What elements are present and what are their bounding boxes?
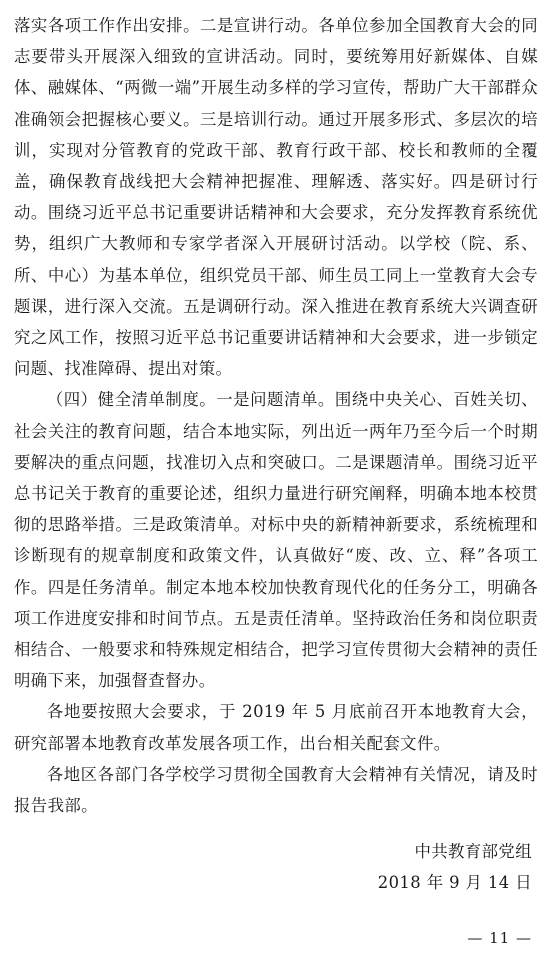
paragraph-report-request: 各地区各部门各学校学习贯彻全国教育大会精神有关情况，请及时报告我部。: [14, 764, 538, 816]
paragraph-checklist-system: （四）健全清单制度。一是问题清单。围绕中央关心、百姓关切、社会关注的教育问题，结合本地实际，列出近一两年乃至今后一个时期要解决的重点问题，找准切入点和突破口。二是课题清单。围绕习近平总书记关于教育的重要论述，组织力量进行研究阐释，明确本地本校贯彻的思路举措。三是政策清单。对标中央的新精神新要求，系统梳理和诊断现有的规章制度和政策文件，认真做好“废、改、立、释”各项工作。四是任务清单。制定本地本校加快教育现代化的任务分工，明确各项工作进度安排和时间节点。五是责任清单。坚持政治任务和岗位职责相结合、一般要求和特殊规定相结合，把学习宣传贯彻大会精神的责任明确下来，加强督查督办。: [14, 390, 538, 691]
paragraph-propaganda-actions: 落实各项工作作出安排。二是宣讲行动。各单位参加全国教育大会的同志要带头开展深入细致的宣讲活动。同时，要统筹用好新媒体、自媒体、融媒体、“两微一端”开展生动多样的学习宣传，帮助广大干部群众准确领会把握核心要义。三是培训行动。通过开展多形式、多层次的培训，实现对分管教育的党政干部、教育行政干部、校长和教师的全覆盖，确保教育战线把大会精神把握准、理解透、落实好。四是研讨行动。围绕习近平总书记重要讲话精神和大会要求，充分发挥教育系统优势，组织广大教师和专家学者深入开展研讨活动。以学校（院、系、所、中心）为基本单位，组织党员干部、师生员工同上一堂教育大会专题课，进行深入交流。五是调研行动。深入推进在教育系统大兴调查研究之风工作，按照习近平总书记重要讲话精神和大会要求，进一步锁定问题、找准障碍、提出对策。: [14, 16, 538, 379]
paragraph-local-conference: 各地要按照大会要求，于 2019 年 5 月底前召开本地教育大会，研究部署本地教育改革发展各项工作，出台相关配套文件。: [14, 702, 538, 753]
issuing-organization: 中共教育部党组: [414, 842, 532, 861]
signature-block: [378, 836, 532, 898]
document-body: [14, 10, 538, 821]
page-number: — 11 —: [467, 929, 532, 947]
issue-date: 2018 年 9 月 14 日: [377, 873, 532, 893]
